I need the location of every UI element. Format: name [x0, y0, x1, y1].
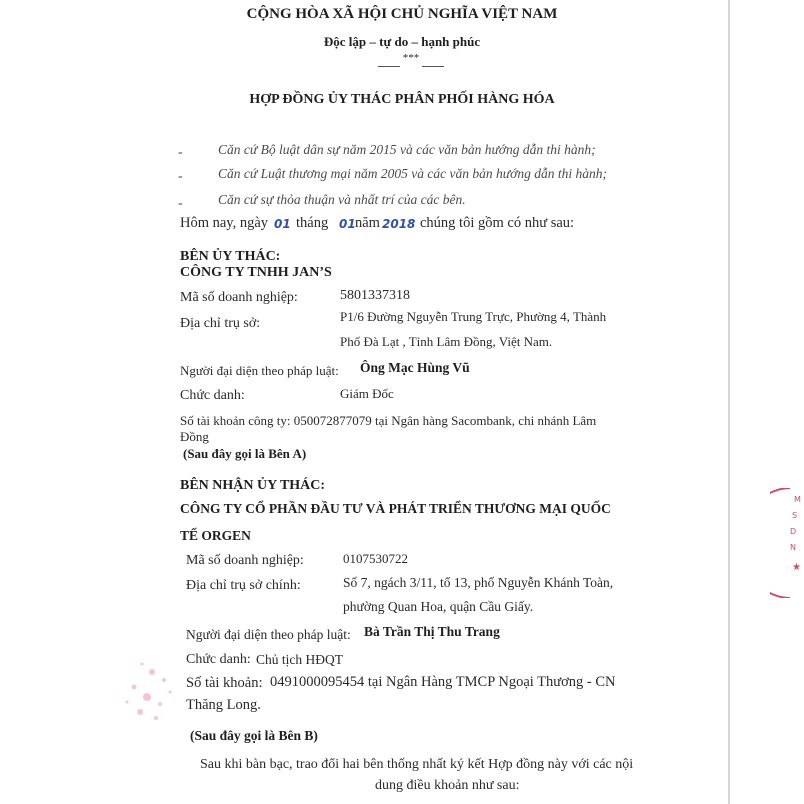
party-b-heading: BÊN NHẬN ỦY THÁC:	[180, 478, 326, 493]
company-stamp	[770, 488, 804, 598]
basis-item: Căn cứ Bộ luật dân sự năm 2015 và các văn bản hướng dẫn thi hành;	[218, 142, 596, 157]
party-b-rep-value: Bà Trần Thị Thu Trang	[364, 624, 500, 639]
stamp-glyph: ★	[792, 562, 801, 573]
party-a-bank-account-cont: Đồng	[180, 429, 209, 444]
stamp-glyph: M	[794, 495, 801, 504]
party-a-title-label: Chức danh:	[180, 388, 245, 403]
date-month-label: tháng	[296, 215, 329, 231]
basis-bullet: -	[178, 169, 183, 184]
party-a-rep-label: Người đại diện theo pháp luật:	[180, 363, 339, 378]
party-b-address-line2: phường Quan Hoa, quận Cầu Giấy.	[343, 599, 534, 614]
handwritten-day: 01	[274, 217, 291, 231]
date-suffix: chúng tôi gồm có như sau:	[420, 215, 575, 231]
party-b-address-label: Địa chỉ trụ sở chính:	[186, 578, 301, 593]
party-b-account-label: Số tài khoản:	[186, 675, 263, 691]
basis-bullet: -	[178, 145, 183, 160]
handwritten-month: 01	[339, 217, 356, 231]
party-a-company: CÔNG TY TNHH JAN’S	[180, 265, 332, 280]
party-b-account-cont: Thăng Long.	[186, 697, 261, 713]
stamp-glyph: D	[790, 527, 797, 536]
page-edge	[728, 0, 730, 804]
motto-stars: ***	[402, 52, 420, 64]
basis-item: Căn cứ sự thỏa thuận và nhất trí của các bên.	[218, 192, 466, 207]
party-a-alias: (Sau đây gọi là Bên A)	[183, 446, 307, 461]
party-b-title-label: Chức danh:	[186, 652, 251, 667]
party-b-tax-label: Mã số doanh nghiệp:	[186, 553, 304, 568]
party-a-address-label: Địa chỉ trụ sở:	[180, 316, 261, 331]
party-a-bank-account: Số tài khoản công ty: 050072877079 tại Ngân hàng Sacombank, chi nhánh Lâm	[180, 413, 597, 428]
national-motto: Độc lập – tự do – hạnh phúc	[323, 34, 481, 49]
stamp-glyph: S	[792, 511, 798, 520]
ink-smudge	[112, 652, 182, 732]
motto-underline-left	[378, 66, 400, 67]
basis-bullet: -	[178, 196, 183, 211]
party-b-account-value: 0491000095454 tại Ngân Hàng TMCP Ngoại Thương - CN	[270, 674, 616, 690]
closing-paragraph-cont: dung điều khoản như sau:	[375, 778, 520, 793]
party-b-title-value: Chủ tịch HĐQT	[256, 652, 343, 667]
party-b-address-line1: Số 7, ngách 3/11, tổ 13, phố Nguyễn Khánh Toàn,	[343, 575, 614, 590]
contract-title: HỢP ĐỒNG ỦY THÁC PHÂN PHỐI HÀNG HÓA	[249, 92, 555, 107]
party-b-tax-value: 0107530722	[343, 551, 408, 566]
country-heading: CỘNG HÒA XÃ HỘI CHỦ NGHĨA VIỆT NAM	[246, 6, 558, 22]
basis-item: Căn cứ Luật thương mại năm 2005 và các văn bản hướng dẫn thi hành;	[218, 166, 607, 181]
party-a-tax-label: Mã số doanh nghiệp:	[180, 290, 298, 305]
stamp-glyph: N	[790, 543, 796, 552]
date-prefix: Hôm nay, ngày	[180, 215, 269, 231]
party-b-company-cont: TẾ ORGEN	[180, 528, 251, 543]
party-b-alias: (Sau đây gọi là Bên B)	[190, 728, 318, 743]
party-b-rep-label: Người đại diện theo pháp luật:	[186, 627, 351, 642]
party-a-address-line2: Phố Đà Lạt , Tỉnh Lâm Đồng, Việt Nam.	[340, 334, 553, 349]
party-a-heading: BÊN ỦY THÁC:	[180, 249, 281, 264]
motto-underline-right	[422, 66, 444, 67]
party-a-address-line1: P1/6 Đường Nguyễn Trung Trực, Phường 4, Thành	[340, 309, 607, 324]
party-a-tax-value: 5801337318	[340, 288, 410, 303]
party-b-company: CÔNG TY CỔ PHẦN ĐẦU TƯ VÀ PHÁT TRIỂN THƯƠNG MẠI QUỐC	[180, 501, 611, 516]
party-a-title-value: Giám Đốc	[340, 386, 394, 401]
party-a-rep-value: Ông Mạc Hùng Vũ	[360, 360, 470, 375]
date-year-label: năm	[355, 215, 380, 231]
closing-paragraph: Sau khi bàn bạc, trao đổi hai bên thống nhất ký kết Hợp đồng này với các nội	[200, 757, 634, 772]
handwritten-year: 2018	[382, 217, 416, 231]
